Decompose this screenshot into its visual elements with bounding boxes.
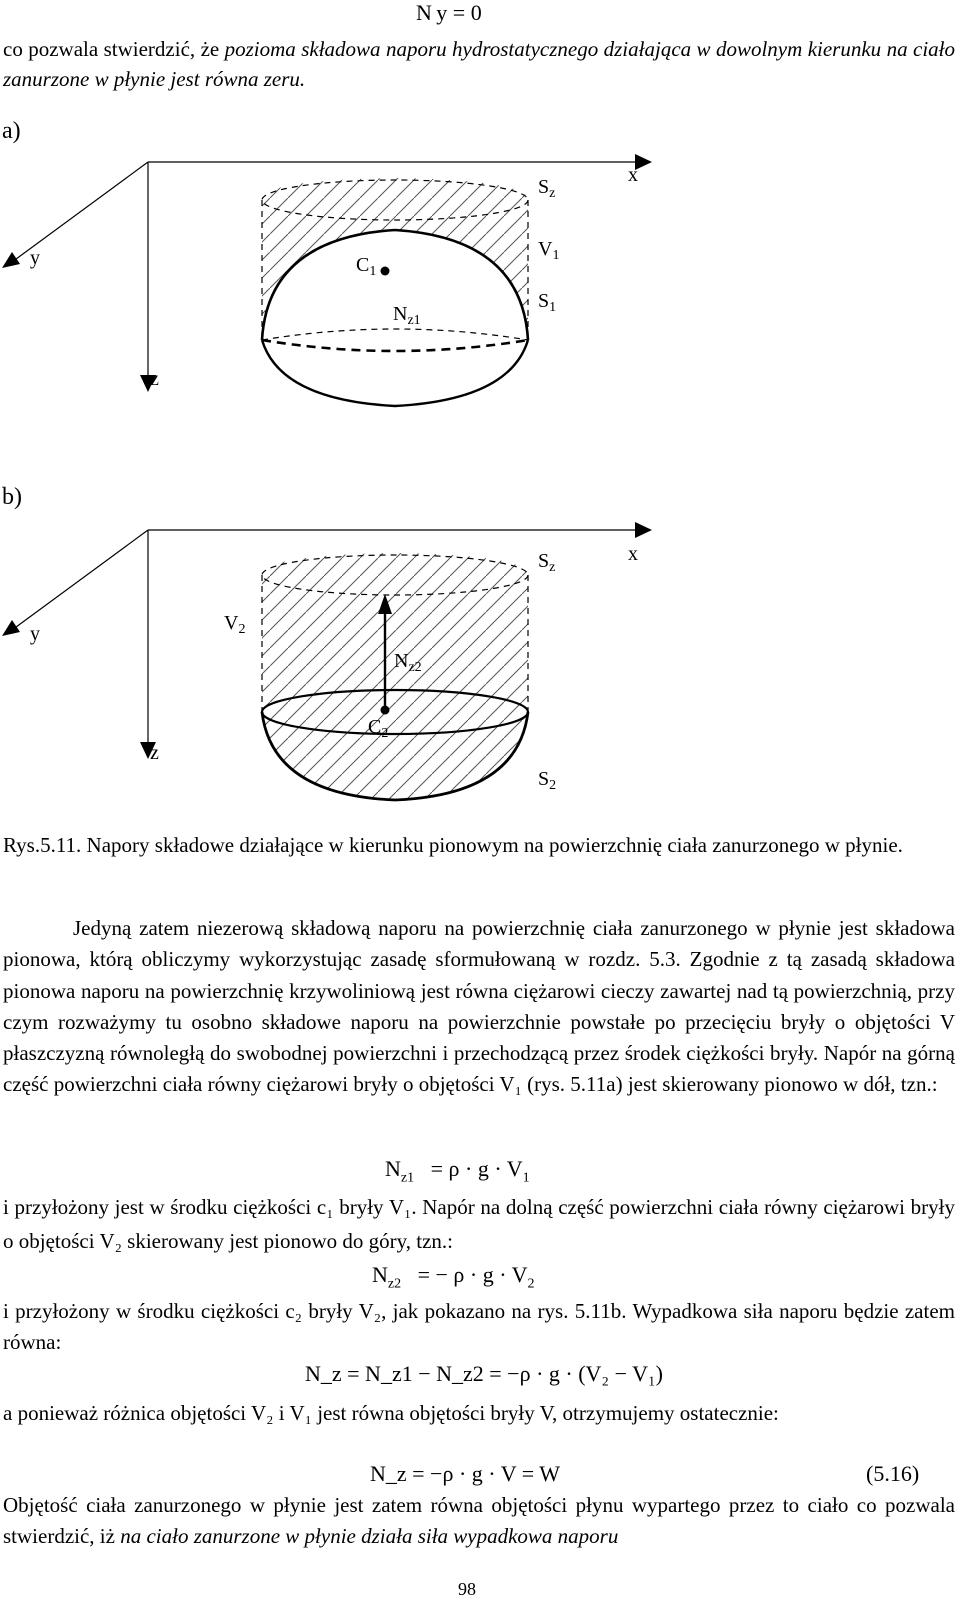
label-s2: $S_2$ (538, 768, 557, 793)
paragraph-5 (3, 1490, 955, 1552)
figure-a-label: a) (2, 118, 21, 144)
equation-nz2: $N_{z2}$ = − $\rho \cdot g \cdot V_2$ (372, 1262, 535, 1292)
label-nz1: $N_{z1}$ (393, 303, 421, 328)
label-c1: $C_1$ (356, 254, 377, 279)
intro-italic-text: pozioma składowa naporu hydrostatycznego działająca w dowolnym kierunku na ciało zanurzone w płynie jest równa zeru. (3, 37, 955, 91)
center-c2-dot (381, 706, 390, 715)
paragraph-5-italic: na ciało zanurzone w płynie działa siła wypadkowa naporu (120, 1524, 619, 1548)
axis-z-label-a: z (150, 368, 159, 390)
paragraph-2: i przyłożony jest w środku ciężkości c₁ bryły V₁. Napór na dolną część powierzchni ciała równy ciężarowi bryły o objętości V₂ skierowany jest pionowo do góry, tzn.: (3, 1195, 955, 1253)
axis-y-arrow-a (2, 252, 20, 268)
axis-x-label-b: x (628, 543, 638, 565)
intro-text: co pozwala stwierdzić, że (3, 37, 225, 61)
axis-x-arrow-b (635, 522, 652, 538)
equation-nz1: $N_{z1}$ = $\rho \cdot g \cdot V_1$ (385, 1156, 530, 1186)
page-number: 98 (458, 1579, 476, 1599)
axis-y-label-b: y (30, 623, 40, 645)
axis-y-line-b (12, 530, 148, 630)
axis-z-label-b: z (150, 742, 159, 764)
center-c1-dot (381, 267, 390, 276)
axis-y-arrow-b (2, 620, 20, 636)
top-equation: N y = 0 (416, 0, 482, 25)
label-nz2: $N_{z2}$ (394, 650, 422, 675)
equation-number: (5.16) (866, 1461, 920, 1486)
label-sz-b: $S_z$ (538, 550, 556, 575)
paragraph-4: a ponieważ różnica objętości V₂ i V₁ jest równa objętości bryły V, otrzymujemy ostatecznie: (3, 1401, 779, 1425)
figure-caption: Rys.5.11. Napory składowe działające w kierunku pionowym na powierzchnię ciała zanurzonego w płynie. (3, 833, 903, 857)
equator-ellipse-b (262, 690, 528, 734)
axis-x-label-a: x (628, 164, 638, 186)
label-sz-a: $S_z$ (538, 176, 556, 201)
paragraph-1: Jedyną zatem niezerową składową naporu na powierzchnię ciała zanurzonego w płynie jest składowa pionowa, którą obliczymy wykorzystując zasadę sformułowaną w rozdz. 5.3. Zgodnie z tą zasadą składowa pionowa naporu na powierzchnię krzywoliniową jest równa ciężarowi cieczy zawartej nad tą powierzchnią, przy czym rozważymy tu osobno składowe naporu na powierzchnie powstałe po przecięciu bryły o objętości V płaszczyzną równoległą do swobodnej powierzchni i przechodzącą przez środek ciężkości bryły. Napór na górną część powierzchni ciała równy ciężarowi bryły o objętości V₁ (rys. 5.11a) jest skierowany pionowo w dół, tzn.: (3, 916, 955, 1097)
label-s1: $S_1$ (538, 290, 557, 315)
equation-nz: N_z = N_z1 − N_z2 = −ρ · g · (V₂ − V₁) (305, 1361, 663, 1386)
label-c2: $C_2$ (368, 716, 389, 741)
figure-b-label: b) (2, 484, 22, 510)
paragraph-5-text: Objętość ciała zanurzonego w płynie jest zatem równa objętości płynu wypartego przez to ciało co pozwala stwierdzić, iż (3, 1493, 955, 1548)
label-v2: $V_2$ (224, 612, 246, 637)
axis-y-label-a: y (30, 247, 40, 269)
equation-5-16: N_z = −ρ · g · V = W (370, 1461, 560, 1486)
label-v1: $V_1$ (538, 238, 560, 263)
paragraph-3: i przyłożony w środku ciężkości c₂ bryły V₂, jak pokazano na rys. 5.11b. Wypadkowa siła naporu będzie zatem równa: (3, 1299, 955, 1354)
